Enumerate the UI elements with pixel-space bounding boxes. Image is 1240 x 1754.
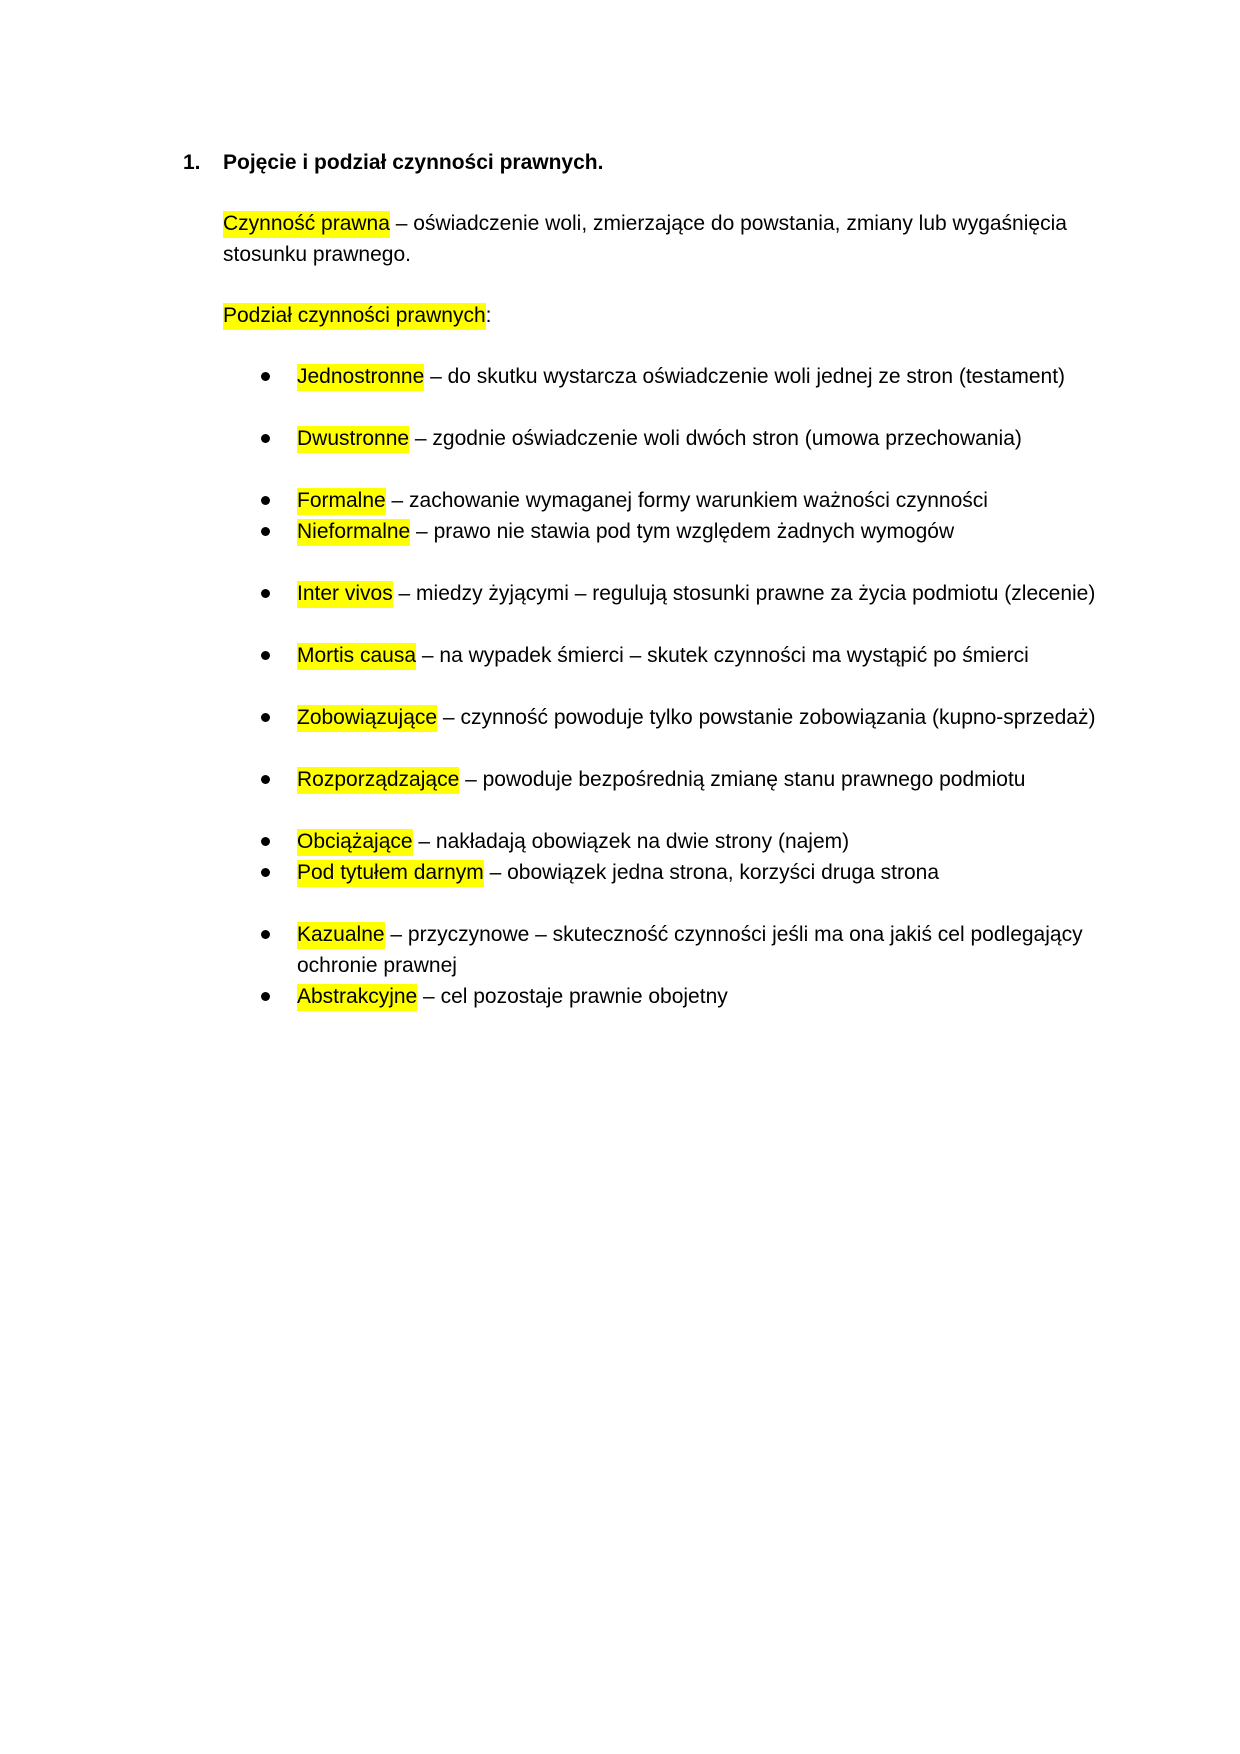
- division-paragraph: [223, 300, 1103, 331]
- list-item-term: Zobowiązujące: [297, 705, 437, 732]
- list-item: [297, 361, 1117, 392]
- section-heading: [183, 147, 603, 178]
- list-item-description: – prawo nie stawia pod tym względem żadnych wymogów: [410, 520, 955, 543]
- list-item-description: – cel pozostaje prawnie obojetny: [417, 985, 728, 1008]
- bullet-icon: [261, 775, 270, 784]
- definition-text: – oświadczenie woli, zmierzające do powstania, zmiany lub wygaśnięcia stosunku prawnego.: [223, 212, 1067, 266]
- list-item-description: – do skutku wystarcza oświadczenie woli jednej ze stron (testament): [424, 365, 1066, 388]
- list-item-description: – zgodnie oświadczenie woli dwóch stron (umowa przechowania): [409, 427, 1022, 450]
- list-item-description: – czynność powoduje tylko powstanie zobowiązania (kupno-sprzedaż): [437, 706, 1096, 729]
- bullet-icon: [261, 868, 270, 877]
- list-item-description: – miedzy żyjącymi – regulują stosunki prawne za życia podmiotu (zlecenie): [392, 582, 1096, 605]
- division-term: Podział czynności prawnych: [223, 303, 486, 330]
- list-item-description: – na wypadek śmierci – skutek czynności ma wystąpić po śmierci: [416, 644, 1029, 667]
- list-item-term: Mortis causa: [297, 643, 416, 670]
- list-item: [297, 857, 1117, 888]
- bullet-icon: [261, 527, 270, 536]
- list-item: [297, 516, 1117, 547]
- section-title: Pojęcie i podział czynności prawnych.: [223, 151, 604, 174]
- bullet-icon: [261, 713, 270, 722]
- bullet-icon: [261, 651, 270, 660]
- list-item-description: – powoduje bezpośrednią zmianę stanu prawnego podmiotu: [459, 768, 1026, 791]
- bullet-icon: [261, 837, 270, 846]
- list-item-term: Nieformalne: [297, 519, 410, 546]
- list-item: [297, 826, 1117, 857]
- bullet-icon: [261, 589, 270, 598]
- definition-paragraph: [223, 208, 1103, 270]
- list-item: [297, 702, 1117, 733]
- bullet-icon: [261, 372, 270, 381]
- list-item-term: Formalne: [297, 488, 386, 515]
- bullet-icon: [261, 496, 270, 505]
- list-item-term: Inter vivos: [297, 581, 393, 608]
- list-item-term: Kazualne: [297, 922, 385, 949]
- list-item-description: – nakładają obowiązek na dwie strony (najem): [412, 830, 850, 853]
- list-item-description: – zachowanie wymaganej formy warunkiem ważności czynności: [385, 489, 988, 512]
- list-item-description: – przyczynowe – skuteczność czynności jeśli ma ona jakiś cel podlegający ochronie prawnej: [297, 923, 1083, 977]
- list-item-term: Pod tytułem darnym: [297, 860, 484, 887]
- list-item: [297, 485, 1117, 516]
- list-item-term: Jednostronne: [297, 364, 424, 391]
- section-number: 1.: [183, 151, 201, 174]
- list-item: [297, 578, 1117, 609]
- list-item-term: Abstrakcyjne: [297, 984, 417, 1011]
- list-item: [297, 764, 1117, 795]
- list-item: [297, 640, 1117, 671]
- bullet-icon: [261, 992, 270, 1001]
- division-colon: :: [485, 304, 492, 327]
- list-item: [297, 423, 1117, 454]
- definition-term: Czynność prawna: [223, 211, 390, 238]
- list-item: [297, 919, 1117, 981]
- list-item-term: Rozporządzające: [297, 767, 459, 794]
- list-item-description: – obowiązek jedna strona, korzyści druga strona: [483, 861, 939, 884]
- list-item-term: Dwustronne: [297, 426, 409, 453]
- list-item-term: Obciążające: [297, 829, 413, 856]
- bullet-icon: [261, 930, 270, 939]
- bullet-icon: [261, 434, 270, 443]
- list-item: [297, 981, 1117, 1012]
